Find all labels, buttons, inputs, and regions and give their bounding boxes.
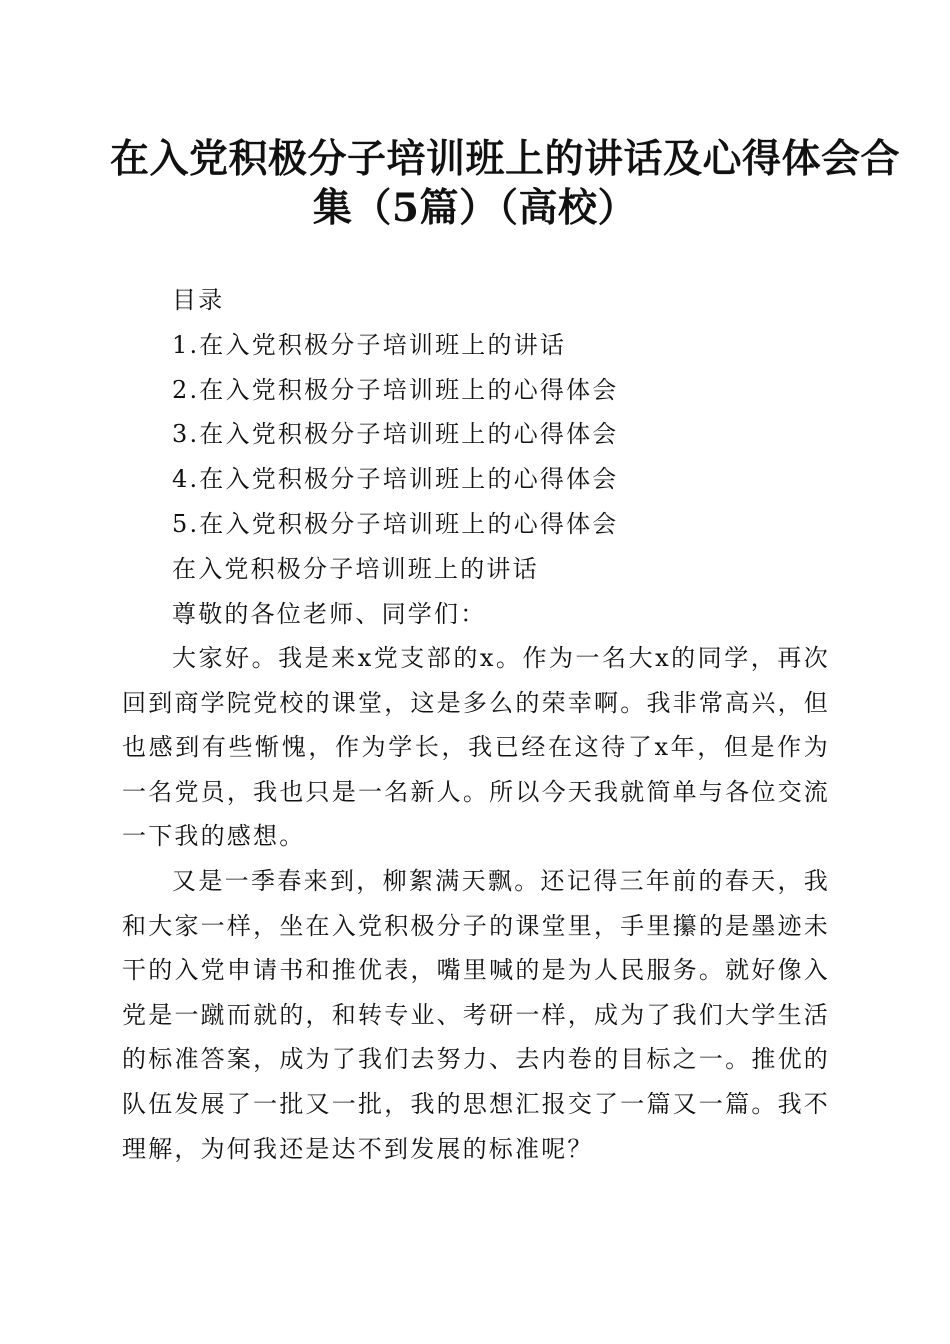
toc-item-3: 3.在入党积极分子培训班上的心得体会 xyxy=(172,420,619,449)
toc-item-4: 4.在入党积极分子培训班上的心得体会 xyxy=(172,465,619,494)
toc-item-5: 5.在入党积极分子培训班上的心得体会 xyxy=(172,509,619,538)
body-text xyxy=(122,636,830,1171)
document-title xyxy=(110,135,901,233)
toc-item-1: 1.在入党积极分子培训班上的讲话 xyxy=(172,330,567,359)
title-line-1: 在入党积极分子培训班上的讲话及心得体会合 xyxy=(110,136,901,182)
toc-item-2: 2.在入党积极分子培训班上的心得体会 xyxy=(172,375,619,404)
paragraph-2: 又是一季春来到，柳絮满天飘。还记得三年前的春天，我和大家一样，坐在入党积极分子的课堂里，手里攥的是墨迹未干的入党申请书和推优表，嘴里喊的是为人民服务。就好像入党是一蹴而就的，和转专业、考研一样，成为了我们大学生活的标准答案，成为了我们去努力、去内卷的目标之一。推优的队伍发展了一批又一批，我的思想汇报交了一篇又一篇。我不理解，为何我还是达不到发展的标准呢？ xyxy=(122,866,830,1163)
table-of-contents xyxy=(172,278,852,636)
salutation: 尊敬的各位老师、同学们： xyxy=(172,599,487,628)
toc-heading: 目录 xyxy=(172,286,225,314)
paragraph-1: 大家好。我是来x党支部的x。作为一名大x的同学，再次回到商学院党校的课堂，这是多么的荣幸啊。我非常高兴，但也感到有些惭愧，作为学长，我已经在这待了x年，但是作为一名党员，我也只是一名新人。所以今天我就简单与各位交流一下我的感想。 xyxy=(122,644,830,851)
title-line-2: 集（5篇）（高校） xyxy=(312,185,638,231)
section-title: 在入党积极分子培训班上的讲话 xyxy=(172,554,539,583)
